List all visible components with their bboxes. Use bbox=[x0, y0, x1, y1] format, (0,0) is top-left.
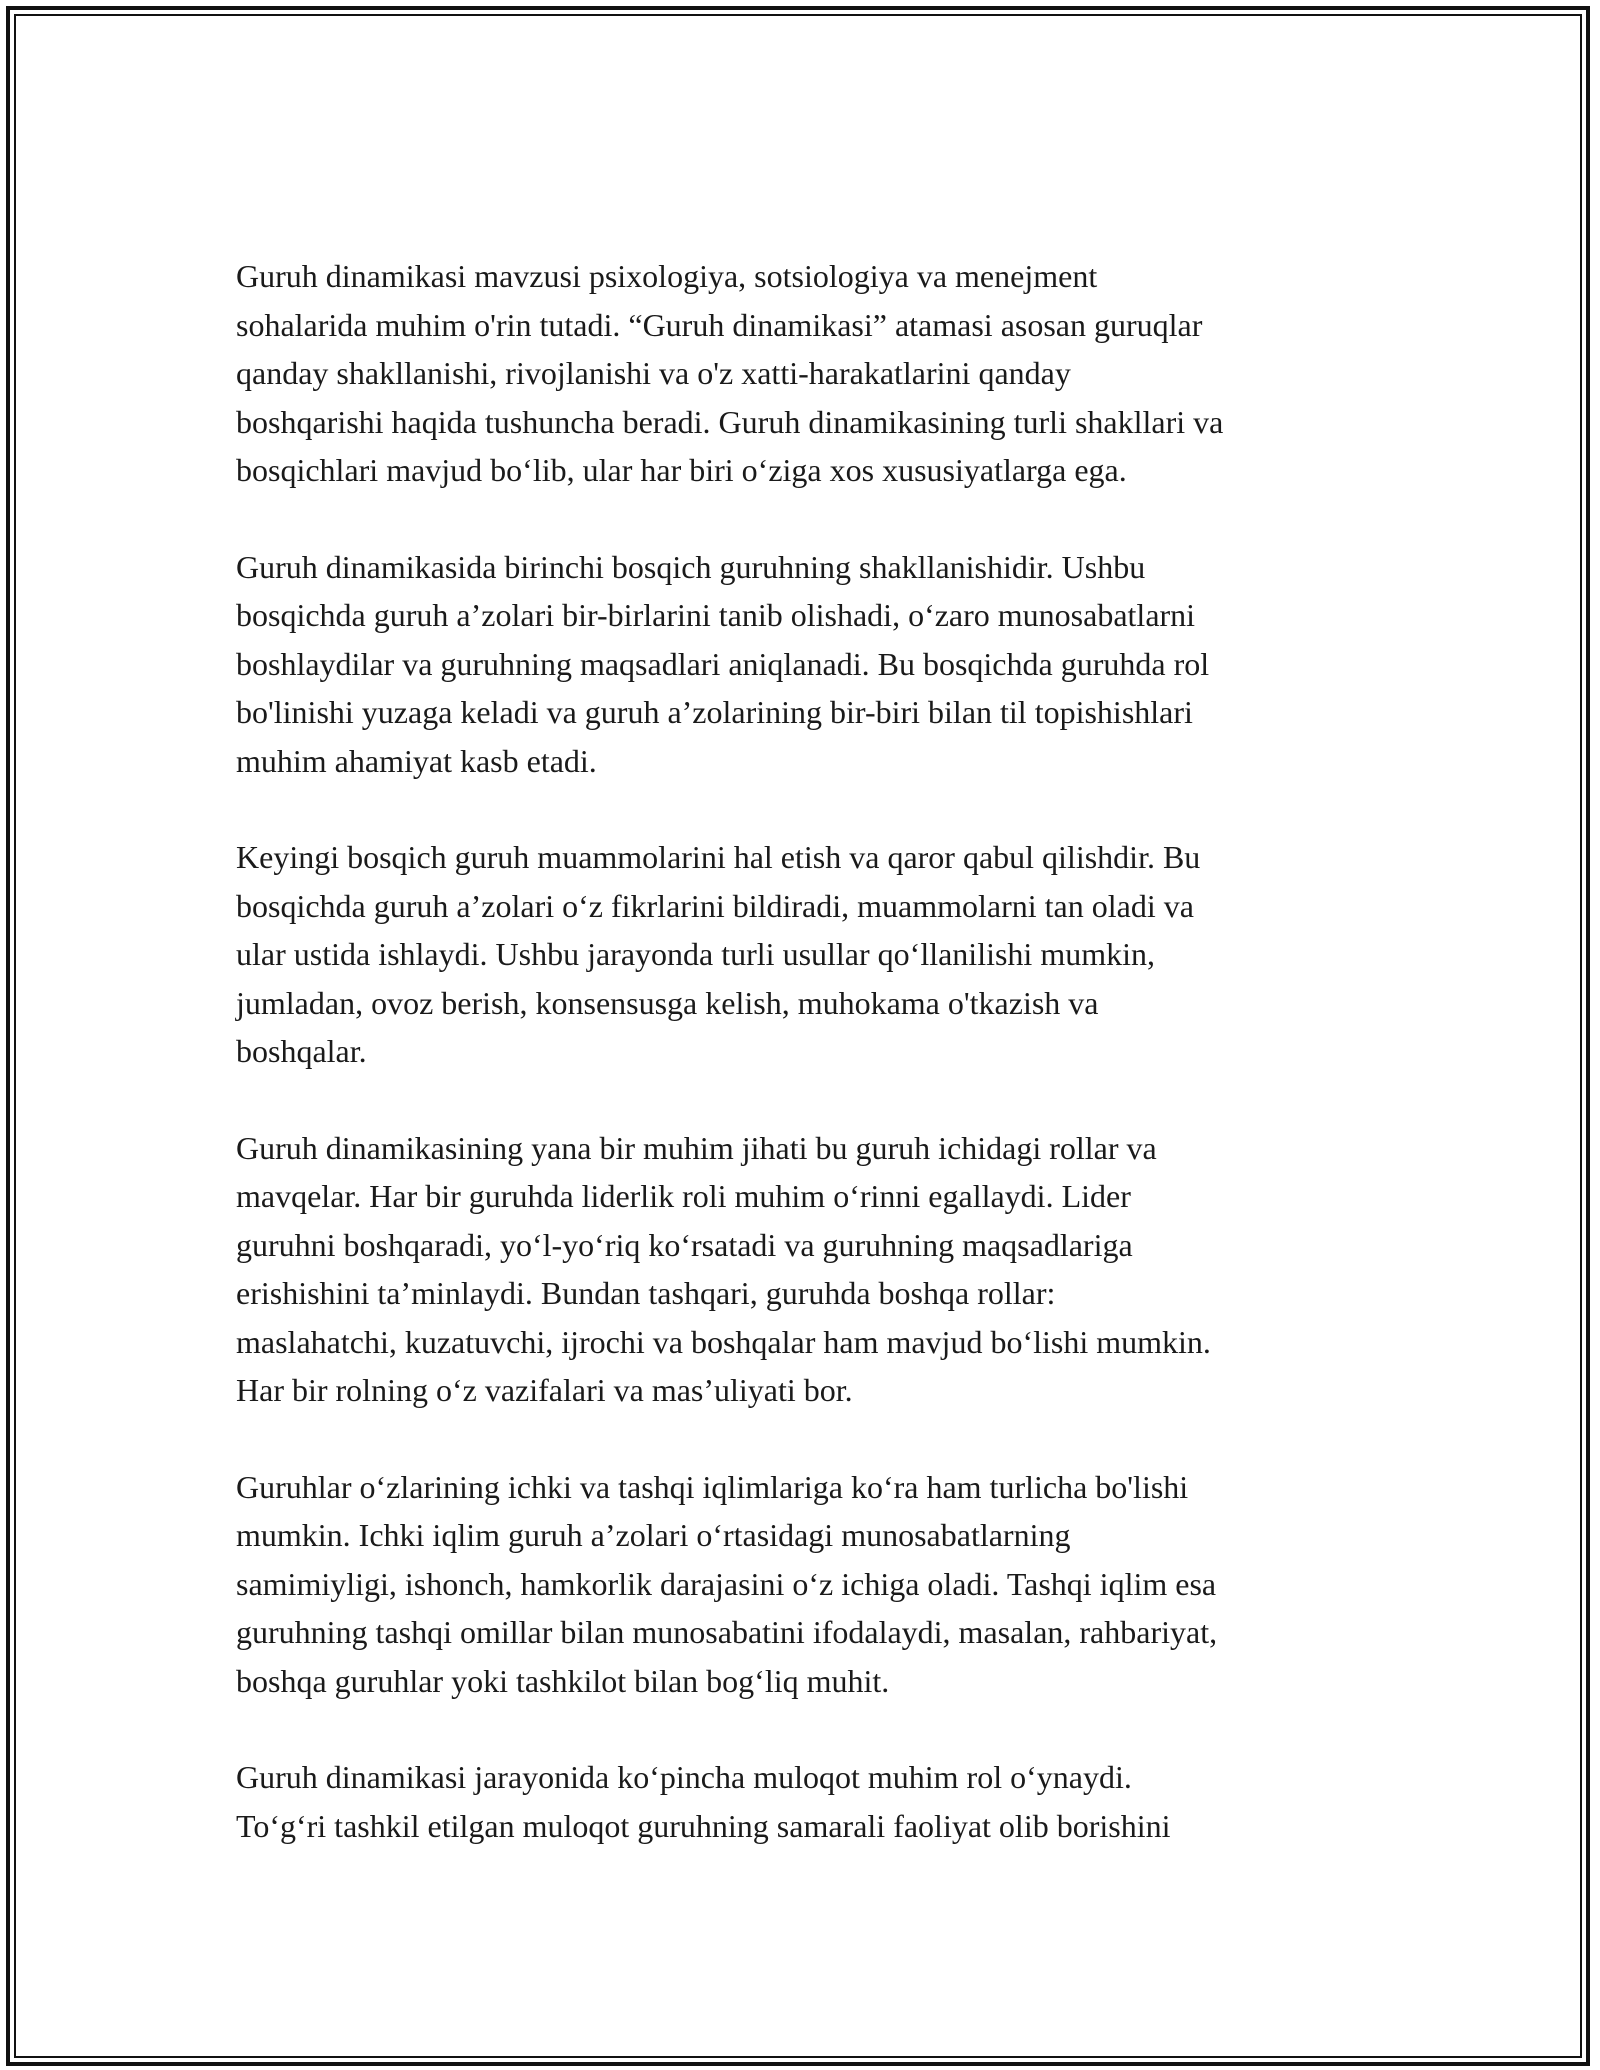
text-line: sohalarida muhim o'rin tutadi. “Guruh dinamikasi” atamasi asosan guruqlar bbox=[236, 306, 1203, 343]
text-line: boshqa guruhlar yoki tashkilot bilan bog‘liq muhit. bbox=[236, 1662, 890, 1699]
text-line: bosqichlari mavjud bo‘lib, ular har biri o‘ziga xos xususiyatlarga ega. bbox=[236, 452, 1127, 488]
text-line: mavqelar. Har bir guruhda liderlik roli muhim o‘rinni egallaydi. Lider bbox=[236, 1178, 1131, 1214]
text-line: jumladan, ovoz berish, konsensusga kelish, muhokama o'tkazish va bbox=[236, 984, 1099, 1021]
text-line: Guruh dinamikasining yana bir muhim jihati bu guruh ichidagi rollar va bbox=[236, 1129, 1157, 1166]
text-line: Guruh dinamikasida birinchi bosqich guruhning shakllanishidir. Ushbu bbox=[236, 548, 1146, 585]
text-line: Guruh dinamikasi jarayonida ko‘pincha muloqot muhim rol o‘ynaydi. bbox=[236, 1759, 1132, 1795]
text-line: boshqalar. bbox=[236, 1033, 367, 1069]
text-line: muhim ahamiyat kasb etadi. bbox=[236, 742, 597, 779]
text-line: boshlaydilar va guruhning maqsadlari aniqlanadi. Bu bosqichda guruhda rol bbox=[236, 645, 1210, 682]
paragraph-2 bbox=[236, 543, 1376, 786]
text-line: To‘g‘ri tashkil etilgan muloqot guruhning samarali faoliyat olib borishini bbox=[236, 1807, 1171, 1844]
text-line: ular ustida ishlaydi. Ushbu jarayonda turli usullar qo‘llanilishi mumkin, bbox=[236, 936, 1155, 972]
paragraph-3 bbox=[236, 833, 1376, 1076]
text-line: samimiyligi, ishonch, hamkorlik darajasini o‘z ichiga oladi. Tashqi iqlim esa bbox=[236, 1565, 1217, 1602]
text-line: guruhni boshqaradi, yo‘l-yo‘riq ko‘rsatadi va guruhning maqsadlariga bbox=[236, 1226, 1133, 1263]
text-line: erishishini ta’minlaydi. Bundan tashqari, guruhda boshqa rollar: bbox=[236, 1275, 1056, 1311]
text-line: Guruh dinamikasi mavzusi psixologiya, sotsiologiya va menejment bbox=[236, 258, 1098, 294]
paragraph-6 bbox=[236, 1753, 1376, 1850]
paragraph-5 bbox=[236, 1463, 1376, 1706]
text-line: bo'linishi yuzaga keladi va guruh a’zolarining bir-biri bilan til topishishlari bbox=[236, 694, 1193, 730]
text-line: mumkin. Ichki iqlim guruh a’zolari o‘rtasidagi munosabatlarning bbox=[236, 1517, 1071, 1553]
text-line: Guruhlar o‘zlarining ichki va tashqi iqlimlariga ko‘ra ham turlicha bo'lishi bbox=[236, 1468, 1189, 1505]
paragraph-1 bbox=[236, 252, 1376, 495]
paragraph-4 bbox=[236, 1124, 1376, 1415]
text-line: Har bir rolning o‘z vazifalari va mas’uliyati bor. bbox=[236, 1372, 853, 1408]
text-line: boshqarishi haqida tushuncha beradi. Guruh dinamikasining turli shakllari va bbox=[236, 403, 1224, 440]
text-line: bosqichda guruh a’zolari o‘z fikrlarini bildiradi, muammolarni tan oladi va bbox=[236, 887, 1194, 924]
text-line: guruhning tashqi omillar bilan munosabatini ifodalaydi, masalan, rahbariyat, bbox=[236, 1614, 1218, 1650]
text-line: bosqichda guruh a’zolari bir-birlarini tanib olishadi, o‘zaro munosabatlarni bbox=[236, 597, 1196, 633]
text-line: maslahatchi, kuzatuvchi, ijrochi va boshqalar ham mavjud bo‘lishi mumkin. bbox=[236, 1323, 1211, 1360]
text-line: qanday shakllanishi, rivojlanishi va o'z xatti-harakatlarini qanday bbox=[236, 355, 1071, 391]
document-body bbox=[236, 252, 1376, 1898]
text-line: Keyingi bosqich guruh muammolarini hal etish va qaror qabul qilishdir. Bu bbox=[236, 839, 1201, 875]
